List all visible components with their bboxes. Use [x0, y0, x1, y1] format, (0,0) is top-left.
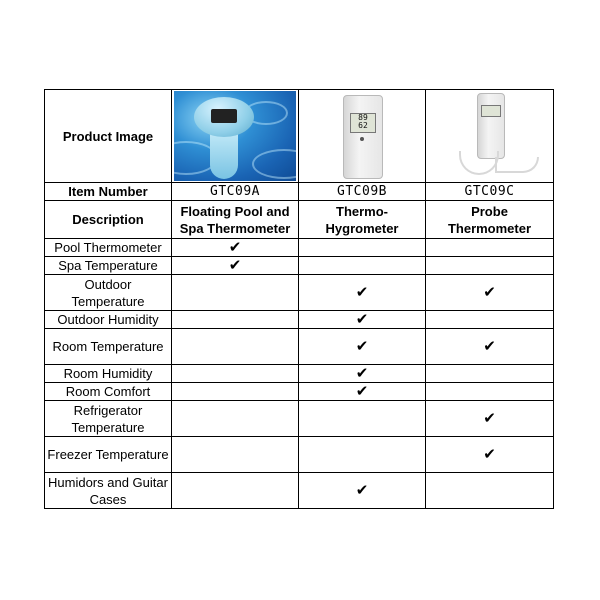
feature-cell-a: [172, 365, 299, 383]
feature-cell-c: [426, 239, 554, 257]
check-mark-icon: ✔: [228, 257, 242, 274]
feature-cell-b: [299, 401, 426, 437]
feature-row: [45, 473, 554, 509]
feature-cell-a: [172, 311, 299, 329]
thermo-hygrometer-sensor-image: 89 62: [301, 91, 423, 181]
feature-label: Outdoor Temperature: [45, 275, 172, 311]
feature-label: Freezer Temperature: [45, 437, 172, 473]
feature-row: [45, 401, 554, 437]
feature-cell-c: [426, 257, 554, 275]
description-row: [45, 201, 554, 239]
item-number-row: [45, 183, 554, 201]
feature-cell-b: [299, 383, 426, 401]
feature-row: [45, 329, 554, 365]
feature-label: Humidors and Guitar Cases: [45, 473, 172, 509]
feature-label: Outdoor Humidity: [45, 311, 172, 329]
description-label: Description: [45, 201, 172, 239]
check-mark-icon: ✔: [483, 446, 496, 463]
check-mark-icon: ✔: [355, 383, 369, 400]
feature-label: Pool Thermometer: [45, 239, 172, 257]
feature-row: [45, 383, 554, 401]
feature-cell-c: [426, 311, 554, 329]
feature-row: [45, 239, 554, 257]
feature-label: Room Humidity: [45, 365, 172, 383]
feature-cell-a: [172, 275, 299, 311]
feature-cell-b: [299, 473, 426, 509]
item-number-label: Item Number: [45, 183, 172, 201]
description-c: Probe Thermometer: [426, 201, 554, 239]
feature-cell-c: [426, 365, 554, 383]
feature-cell-b: [299, 275, 426, 311]
description-a: Floating Pool and Spa Thermometer: [172, 201, 299, 239]
check-mark-icon: ✔: [483, 410, 496, 427]
image-row: [45, 90, 554, 183]
feature-cell-c: [426, 383, 554, 401]
product-image-cell-b: [299, 90, 426, 183]
feature-cell-b: [299, 329, 426, 365]
pool-float-thermometer-image: [174, 91, 296, 181]
check-mark-icon: ✔: [355, 311, 369, 328]
feature-row: [45, 275, 554, 311]
product-comparison-table: [44, 89, 554, 509]
item-number-a: GTC09A: [172, 183, 299, 201]
feature-rows: [45, 239, 554, 509]
feature-cell-a: [172, 329, 299, 365]
feature-cell-a: [172, 257, 299, 275]
feature-row: [45, 257, 554, 275]
feature-cell-a: [172, 473, 299, 509]
feature-cell-c: [426, 329, 554, 365]
feature-label: Room Temperature: [45, 329, 172, 365]
feature-cell-b: [299, 365, 426, 383]
feature-cell-b: [299, 239, 426, 257]
description-b: Thermo-Hygrometer: [299, 201, 426, 239]
feature-cell-b: [299, 311, 426, 329]
check-mark-icon: ✔: [355, 365, 369, 382]
feature-cell-c: [426, 401, 554, 437]
feature-row: [45, 311, 554, 329]
feature-row: [45, 365, 554, 383]
feature-label: Refrigerator Temperature: [45, 401, 172, 437]
check-mark-icon: ✔: [228, 239, 242, 256]
feature-cell-a: [172, 401, 299, 437]
feature-cell-a: [172, 437, 299, 473]
feature-label: Room Comfort: [45, 383, 172, 401]
check-mark-icon: ✔: [355, 338, 369, 355]
product-image-label: Product Image: [45, 90, 172, 183]
item-number-c: GTC09C: [426, 183, 554, 201]
feature-cell-b: [299, 437, 426, 473]
check-mark-icon: ✔: [483, 284, 496, 301]
feature-row: [45, 437, 554, 473]
feature-cell-a: [172, 239, 299, 257]
feature-cell-c: [426, 275, 554, 311]
feature-cell-b: [299, 257, 426, 275]
check-mark-icon: ✔: [355, 284, 369, 301]
item-number-b: GTC09B: [299, 183, 426, 201]
feature-cell-c: [426, 473, 554, 509]
feature-label: Spa Temperature: [45, 257, 172, 275]
feature-cell-a: [172, 383, 299, 401]
feature-cell-c: [426, 437, 554, 473]
product-image-cell-c: [426, 90, 554, 183]
product-image-cell-a: [172, 90, 299, 183]
check-mark-icon: ✔: [483, 338, 496, 355]
probe-thermometer-image: [429, 91, 551, 181]
check-mark-icon: ✔: [355, 482, 369, 499]
